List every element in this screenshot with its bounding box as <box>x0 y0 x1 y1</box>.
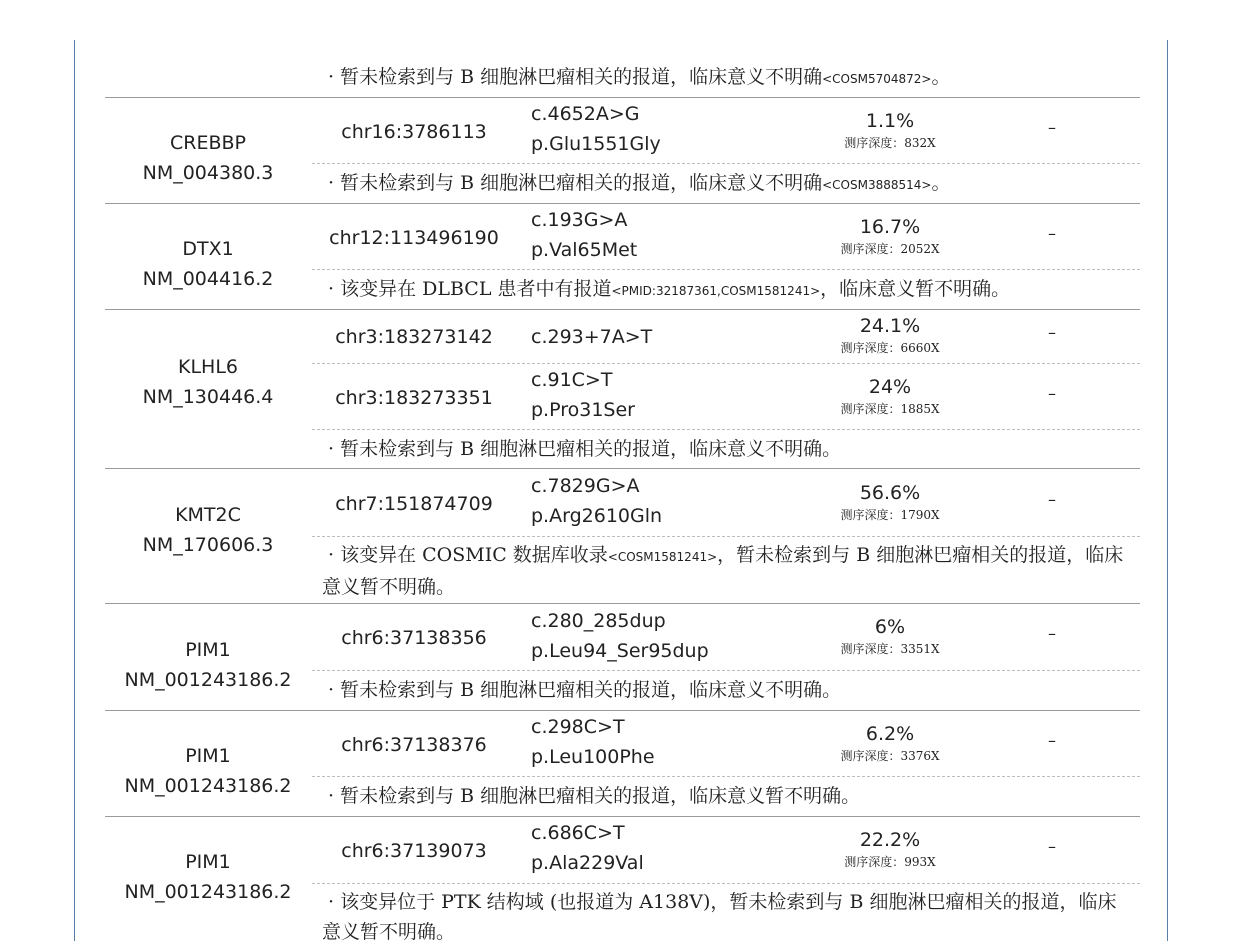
genomic-position: chr3:183273351 <box>335 387 493 409</box>
variant-note: · 该变异在 DLBCL 患者中有报道<PMID:32187361,COSM1581241>，临床意义暂不明确。 <box>328 278 1011 300</box>
variant-note: · 该变异位于 PTK 结构域 (也报道为 A138V)，暂未检索到与 B 细胞淋巴瘤相关的报道，临床意义暂不明确。 <box>322 891 1117 943</box>
transcript-id: NM_170606.3 <box>142 534 274 556</box>
genomic-position: chr16:3786113 <box>341 121 487 143</box>
empty-cell-dash: – <box>1048 384 1056 403</box>
cdna-change: c.91C>T <box>531 369 613 391</box>
sub-divider <box>312 883 1140 884</box>
variant-note: · 暂未检索到与 B 细胞淋巴瘤相关的报道，临床意义不明确。 <box>328 438 842 460</box>
transcript-id: NM_130446.4 <box>142 386 274 408</box>
sequencing-depth: 测序深度：3351X <box>840 642 940 656</box>
gene-name: PIM1 <box>185 639 231 661</box>
protein-change: p.Leu94_Ser95dup <box>531 640 709 662</box>
genomic-position: chr3:183273142 <box>335 326 493 348</box>
transcript-id: NM_004380.3 <box>142 162 274 184</box>
cdna-change: c.4652A>G <box>531 103 640 125</box>
variant-note: · 暂未检索到与 B 细胞淋巴瘤相关的报道，临床意义不明确<COSM3888514>。 <box>328 172 951 194</box>
row-divider <box>105 468 1140 469</box>
row-divider <box>105 603 1140 604</box>
genomic-position: chr7:151874709 <box>335 493 493 515</box>
cdna-change: c.686C>T <box>531 822 625 844</box>
sub-divider <box>312 776 1140 777</box>
sub-divider <box>312 163 1140 164</box>
genomic-position: chr6:37138376 <box>341 734 487 756</box>
row-divider <box>105 710 1140 711</box>
sequencing-depth: 测序深度：3376X <box>840 749 940 763</box>
transcript-id: NM_004416.2 <box>142 268 274 290</box>
row-divider <box>105 309 1140 310</box>
row-divider <box>105 97 1140 98</box>
sequencing-depth: 测序深度：993X <box>844 855 936 869</box>
sequencing-depth: 测序深度：6660X <box>840 341 940 355</box>
cdna-change: c.280_285dup <box>531 610 666 632</box>
allele-frequency: 56.6% <box>859 482 921 504</box>
cdna-change: c.7829G>A <box>531 475 640 497</box>
row-divider <box>105 203 1140 204</box>
transcript-id: NM_001243186.2 <box>124 881 292 903</box>
variant-note: · 暂未检索到与 B 细胞淋巴瘤相关的报道，临床意义不明确<COSM5704872>。 <box>328 66 951 88</box>
sequencing-depth: 测序深度：2052X <box>840 242 940 256</box>
sub-divider <box>312 429 1140 430</box>
protein-change: p.Arg2610Gln <box>531 505 663 527</box>
genomic-position: chr6:37138356 <box>341 627 487 649</box>
protein-change: p.Glu1551Gly <box>531 133 661 155</box>
sequencing-depth: 测序深度：1790X <box>840 508 940 522</box>
empty-cell-dash: – <box>1048 731 1056 750</box>
empty-cell-dash: – <box>1048 323 1056 342</box>
sequencing-depth: 测序深度：1885X <box>840 402 940 416</box>
allele-frequency: 6.2% <box>865 723 915 745</box>
genomic-position: chr6:37139073 <box>341 840 487 862</box>
gene-name: KLHL6 <box>177 356 238 378</box>
allele-frequency: 6% <box>874 616 906 638</box>
sequencing-depth: 测序深度：832X <box>844 136 936 150</box>
allele-frequency: 16.7% <box>859 216 921 238</box>
allele-frequency: 24% <box>868 376 912 398</box>
sub-divider <box>312 269 1140 270</box>
variant-note: · 暂未检索到与 B 细胞淋巴瘤相关的报道，临床意义暂不明确。 <box>328 785 861 807</box>
page-border-left <box>74 40 75 941</box>
protein-change: p.Leu100Phe <box>531 746 655 768</box>
gene-name: PIM1 <box>185 851 231 873</box>
protein-change: p.Pro31Ser <box>531 399 635 421</box>
gene-name: CREBBP <box>170 132 246 154</box>
cdna-change: c.298C>T <box>531 716 625 738</box>
transcript-id: NM_001243186.2 <box>124 775 292 797</box>
empty-cell-dash: – <box>1048 118 1056 137</box>
sub-divider <box>312 536 1140 537</box>
empty-cell-dash: – <box>1048 837 1056 856</box>
transcript-id: NM_001243186.2 <box>124 669 292 691</box>
page-border-right <box>1167 40 1168 941</box>
row-divider <box>105 816 1140 817</box>
empty-cell-dash: – <box>1048 624 1056 643</box>
protein-change: p.Val65Met <box>531 239 638 261</box>
variant-note: · 该变异在 COSMIC 数据库收录<COSM1581241>，暂未检索到与 B 细胞淋巴瘤相关的报道，临床意义暂不明确。 <box>322 544 1124 598</box>
allele-frequency: 24.1% <box>859 315 921 337</box>
empty-cell-dash: – <box>1048 224 1056 243</box>
gene-name: PIM1 <box>185 745 231 767</box>
gene-name: KMT2C <box>175 504 241 526</box>
variant-note: · 暂未检索到与 B 细胞淋巴瘤相关的报道，临床意义不明确。 <box>328 679 842 701</box>
cdna-change: c.193G>A <box>531 209 628 231</box>
sub-divider <box>312 363 1140 364</box>
sub-divider <box>312 670 1140 671</box>
empty-cell-dash: – <box>1048 490 1056 509</box>
allele-frequency: 1.1% <box>865 110 915 132</box>
protein-change: p.Ala229Val <box>531 852 644 874</box>
cdna-change: c.293+7A>T <box>531 326 653 348</box>
gene-name: DTX1 <box>182 238 234 260</box>
allele-frequency: 22.2% <box>859 829 921 851</box>
genomic-position: chr12:113496190 <box>329 227 499 249</box>
